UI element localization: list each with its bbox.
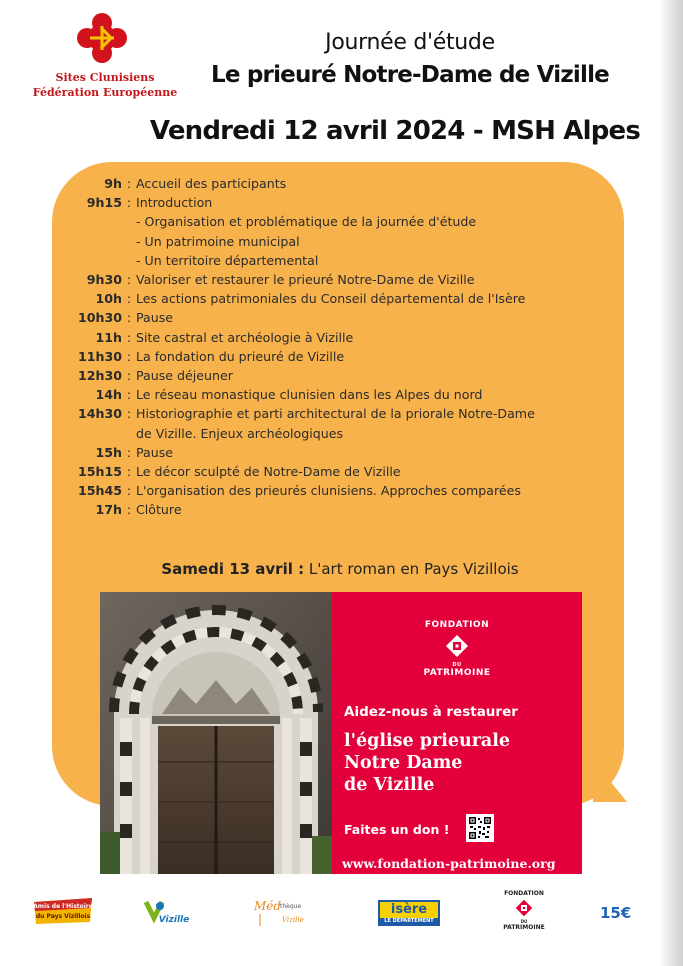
programme-separator: : <box>126 387 132 403</box>
programme-time: 10h <box>95 291 122 307</box>
programme-description <box>136 385 620 404</box>
programme-description <box>136 308 620 327</box>
donate-link[interactable]: Faites un don ! <box>344 822 450 837</box>
programme-separator: : <box>126 406 132 422</box>
programme-item <box>60 193 620 270</box>
programme-separator: : <box>126 291 132 307</box>
fondation-brand-mid: DU <box>452 662 462 668</box>
programme-line: Pause <box>136 444 174 460</box>
fdp-footer-line-2: DU <box>520 919 528 924</box>
isere-logo-name: isère <box>380 902 438 918</box>
programme-separator: : <box>126 464 132 480</box>
event-date-place: Vendredi 12 avril 2024 - MSH Alpes <box>149 116 641 146</box>
programme-item <box>60 347 620 366</box>
programme-separator: : <box>126 272 132 288</box>
programme-item <box>60 404 620 442</box>
fondation-appeal: Aidez-nous à restaurer <box>344 704 518 720</box>
fondation-brand-bottom: PATRIMOINE <box>423 668 491 678</box>
programme-time: 10h30 <box>77 310 122 326</box>
bubble-tail <box>593 760 627 802</box>
programme-line: Historiographie et parti architectural de la priorale Notre-Dame <box>136 406 535 422</box>
programme-separator: : <box>126 329 132 345</box>
programme-item <box>60 481 620 500</box>
programme-time: 11h30 <box>77 348 122 364</box>
programme-time: 11h <box>95 329 122 345</box>
fdp-footer-line-1: FONDATION <box>504 890 544 897</box>
vizille-logo <box>140 898 196 926</box>
programme-description <box>136 481 620 500</box>
programme-line: La fondation du prieuré de Vizille <box>136 348 345 364</box>
fondation-footer-icon <box>515 899 533 917</box>
programme-separator: : <box>126 348 132 364</box>
programme-separator: : <box>126 368 132 384</box>
programme-separator: : <box>126 483 132 499</box>
programme-item <box>60 289 620 308</box>
programme-time: 9h <box>104 176 122 191</box>
qr-code-icon[interactable] <box>466 814 494 842</box>
mediatheque-logo-part-2: thèque <box>280 903 302 910</box>
programme-line: Le réseau monastique clunisien dans les Alpes du nord <box>136 387 483 403</box>
programme-description <box>136 347 620 366</box>
programme-separator: : <box>126 195 132 211</box>
amis-logo-line-1: Amis de l'Histoire <box>33 903 93 910</box>
price-badge: 15€ <box>600 904 632 922</box>
programme-line: Introduction <box>136 195 213 211</box>
fondation-footer-logo <box>494 890 554 932</box>
programme-line: - Un patrimoine municipal <box>136 233 300 249</box>
programme-time: 15h <box>95 444 122 460</box>
programme-line: Pause <box>136 310 174 326</box>
programme-description <box>136 174 620 193</box>
programme-time: 14h30 <box>77 406 122 422</box>
vizille-logo-text: Vizille <box>158 915 190 925</box>
programme-line: Pause déjeuner <box>136 368 233 384</box>
programme-time: 9h30 <box>86 272 122 288</box>
programme-separator: : <box>126 502 132 518</box>
programme-description <box>136 366 620 385</box>
portal-photo <box>100 592 332 874</box>
page-edge <box>659 0 683 966</box>
programme-line: Clôture <box>136 502 182 518</box>
programme-item <box>60 328 620 347</box>
programme-time: 17h <box>95 502 122 518</box>
programme-description <box>136 289 620 308</box>
organization-name <box>30 70 180 100</box>
programme-item <box>60 366 620 385</box>
programme-line: Le décor sculpté de Notre-Dame de Vizille <box>136 464 401 480</box>
programme-line: de Vizille. Enjeux archéologiques <box>136 425 344 441</box>
programme-description <box>136 328 620 347</box>
programme-item <box>60 385 620 404</box>
programme-time: 9h15 <box>86 195 122 211</box>
isere-logo <box>378 900 440 926</box>
isere-logo-subtitle: LE DÉPARTEMENT <box>384 918 434 924</box>
programme-description <box>136 500 620 519</box>
mediatheque-logo-part-1: Méd <box>254 899 282 913</box>
programme-line: Les actions patrimoniales du Conseil départemental de l'Isère <box>136 291 526 307</box>
programme-separator: : <box>126 176 132 191</box>
programme-item <box>60 308 620 327</box>
programme-item <box>60 462 620 481</box>
organization-line-1: Sites Clunisiens <box>55 71 155 84</box>
programme-time: 15h15 <box>77 464 122 480</box>
amis-logo-line-2: du Pays Vizillois <box>35 913 91 920</box>
fdp-footer-line-3: PATRIMOINE <box>503 924 545 931</box>
church-name-line: de Vizille <box>344 775 435 795</box>
programme-list <box>60 174 620 520</box>
programme-item <box>60 443 620 462</box>
programme-line: Valoriser et restaurer le prieuré Notre-Dame de Vizille <box>136 272 475 288</box>
programme-item <box>60 174 620 193</box>
programme-line: Accueil des participants <box>136 176 287 191</box>
saturday-label: Samedi 13 avril : <box>161 560 305 578</box>
programme-time: 15h45 <box>77 483 122 499</box>
amis-histoire-logo <box>32 896 94 926</box>
programme-description <box>136 443 620 462</box>
programme-line: Site castral et archéologie à Vizille <box>136 329 354 345</box>
programme-separator: : <box>126 310 132 326</box>
programme-description <box>136 193 620 270</box>
programme-description <box>136 404 620 442</box>
programme-time: 14h <box>95 387 122 403</box>
programme-time: 12h30 <box>77 368 122 384</box>
programme-line: - Organisation et problématique de la journée d'étude <box>136 214 477 230</box>
event-kicker: Journée d'étude <box>325 30 495 55</box>
programme-separator: : <box>126 444 132 460</box>
programme-item <box>60 270 620 289</box>
fondation-brand-top: FONDATION <box>424 620 490 630</box>
clunisian-cross-logo <box>76 12 128 64</box>
fondation-panel <box>332 592 582 874</box>
programme-line: - Un territoire départemental <box>136 252 319 268</box>
programme-item <box>60 500 620 519</box>
mediatheque-logo-part-3: Vizille <box>282 916 304 924</box>
church-name-line: Notre Dame <box>344 753 463 773</box>
programme-description <box>136 270 620 289</box>
saturday-line <box>60 560 620 578</box>
programme-description <box>136 462 620 481</box>
organization-line-2: Fédération Européenne <box>32 86 178 99</box>
fondation-logo-icon <box>445 634 469 658</box>
mediatheque-logo <box>252 896 310 928</box>
church-name-line: l'église prieurale <box>344 731 511 751</box>
event-title: Le prieuré Notre-Dame de Vizille <box>211 62 609 88</box>
fondation-church-name <box>344 730 574 796</box>
saturday-text: L'art roman en Pays Vizillois <box>308 560 519 578</box>
fondation-website-link[interactable]: www.fondation-patrimoine.org <box>342 856 556 871</box>
programme-line: L'organisation des prieurés clunisiens. Approches comparées <box>136 483 521 499</box>
